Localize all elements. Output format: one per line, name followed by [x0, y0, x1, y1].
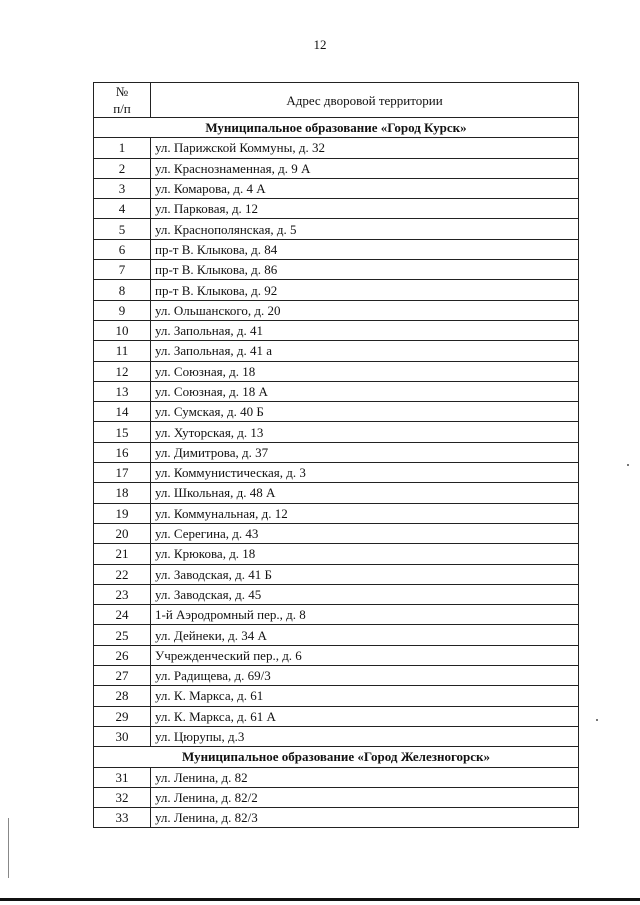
- table-row: [94, 341, 579, 361]
- table-row: [94, 280, 579, 300]
- row-number: 22: [94, 564, 151, 584]
- row-number: 16: [94, 442, 151, 462]
- row-address: ул. Краснознаменная, д. 9 А: [151, 158, 579, 178]
- row-number: 12: [94, 361, 151, 381]
- row-address: ул. Ленина, д. 82: [151, 767, 579, 787]
- section-header-row: [94, 118, 579, 138]
- table-row: [94, 239, 579, 259]
- row-number: 9: [94, 300, 151, 320]
- scan-artifact-bottom: [0, 898, 640, 901]
- table-row: [94, 483, 579, 503]
- row-address: ул. Союзная, д. 18 А: [151, 381, 579, 401]
- table-row: [94, 402, 579, 422]
- row-number: 14: [94, 402, 151, 422]
- row-number: 32: [94, 787, 151, 807]
- row-address: ул. Краснополянская, д. 5: [151, 219, 579, 239]
- table-row: [94, 544, 579, 564]
- row-address: ул. Парковая, д. 12: [151, 199, 579, 219]
- row-address: ул. Комарова, д. 4 А: [151, 178, 579, 198]
- row-address: ул. Серегина, д. 43: [151, 523, 579, 543]
- row-address: ул. Парижской Коммуны, д. 32: [151, 138, 579, 158]
- row-number: 2: [94, 158, 151, 178]
- row-address: ул. К. Маркса, д. 61 А: [151, 706, 579, 726]
- row-number: 26: [94, 645, 151, 665]
- row-address: ул. Ленина, д. 82/3: [151, 808, 579, 828]
- row-number: 29: [94, 706, 151, 726]
- row-address: ул. Школьная, д. 48 А: [151, 483, 579, 503]
- row-address: ул. Коммунистическая, д. 3: [151, 463, 579, 483]
- row-address: ул. К. Маркса, д. 61: [151, 686, 579, 706]
- row-number: 24: [94, 605, 151, 625]
- table-row: [94, 463, 579, 483]
- table-row: [94, 726, 579, 746]
- section-title: Муниципальное образование «Город Железногорск»: [94, 747, 579, 767]
- row-number: 19: [94, 503, 151, 523]
- scan-artifact-left: [8, 818, 9, 878]
- row-address: пр-т В. Клыкова, д. 86: [151, 260, 579, 280]
- row-number: 13: [94, 381, 151, 401]
- row-number: 1: [94, 138, 151, 158]
- scan-speck: [596, 719, 598, 721]
- row-number: 3: [94, 178, 151, 198]
- scan-speck: [627, 464, 629, 466]
- row-address: пр-т В. Клыкова, д. 84: [151, 239, 579, 259]
- table-row: [94, 666, 579, 686]
- row-address: 1-й Аэродромный пер., д. 8: [151, 605, 579, 625]
- table-row: [94, 584, 579, 604]
- table-row: [94, 564, 579, 584]
- row-number: 20: [94, 523, 151, 543]
- table-row: [94, 442, 579, 462]
- row-number: 17: [94, 463, 151, 483]
- table-row: [94, 260, 579, 280]
- row-number: 5: [94, 219, 151, 239]
- table-row: [94, 605, 579, 625]
- row-number: 25: [94, 625, 151, 645]
- row-address: ул. Заводская, д. 45: [151, 584, 579, 604]
- row-address: ул. Хуторская, д. 13: [151, 422, 579, 442]
- table-body: [94, 118, 579, 828]
- table-row: [94, 422, 579, 442]
- table-row: [94, 219, 579, 239]
- table-row: [94, 523, 579, 543]
- section-title: Муниципальное образование «Город Курск»: [94, 118, 579, 138]
- row-address: ул. Сумская, д. 40 Б: [151, 402, 579, 422]
- section-header-row: [94, 747, 579, 767]
- table-row: [94, 361, 579, 381]
- row-address: ул. Цюрупы, д.3: [151, 726, 579, 746]
- page-number: 12: [313, 37, 327, 52]
- table-header-row: [94, 83, 579, 118]
- row-address: пр-т В. Клыкова, д. 92: [151, 280, 579, 300]
- row-address: ул. Союзная, д. 18: [151, 361, 579, 381]
- table-row: [94, 199, 579, 219]
- table-row: [94, 808, 579, 828]
- row-number: 18: [94, 483, 151, 503]
- table-row: [94, 503, 579, 523]
- table-row: [94, 381, 579, 401]
- table-row: [94, 300, 579, 320]
- row-address: ул. Запольная, д. 41 а: [151, 341, 579, 361]
- table-row: [94, 138, 579, 158]
- row-address: ул. Запольная, д. 41: [151, 320, 579, 340]
- table-row: [94, 320, 579, 340]
- row-number: 10: [94, 320, 151, 340]
- row-number: 23: [94, 584, 151, 604]
- row-number: 31: [94, 767, 151, 787]
- address-table: [93, 82, 579, 828]
- row-number: 15: [94, 422, 151, 442]
- row-number: 4: [94, 199, 151, 219]
- row-address: ул. Заводская, д. 41 Б: [151, 564, 579, 584]
- row-number: 11: [94, 341, 151, 361]
- row-number: 33: [94, 808, 151, 828]
- row-address: Учрежденческий пер., д. 6: [151, 645, 579, 665]
- header-number-label: № п/п: [113, 84, 131, 116]
- row-address: ул. Ольшанского, д. 20: [151, 300, 579, 320]
- header-address-col: Адрес дворовой территории: [151, 83, 579, 118]
- table-row: [94, 787, 579, 807]
- header-number-col: [94, 83, 151, 118]
- row-number: 6: [94, 239, 151, 259]
- table-row: [94, 178, 579, 198]
- table-row: [94, 706, 579, 726]
- row-number: 30: [94, 726, 151, 746]
- table-row: [94, 158, 579, 178]
- table-row: [94, 645, 579, 665]
- table-row: [94, 625, 579, 645]
- row-address: ул. Димитрова, д. 37: [151, 442, 579, 462]
- row-address: ул. Ленина, д. 82/2: [151, 787, 579, 807]
- row-number: 8: [94, 280, 151, 300]
- table-row: [94, 767, 579, 787]
- table-row: [94, 686, 579, 706]
- row-address: ул. Коммунальная, д. 12: [151, 503, 579, 523]
- row-address: ул. Радищева, д. 69/3: [151, 666, 579, 686]
- row-number: 27: [94, 666, 151, 686]
- row-address: ул. Крюкова, д. 18: [151, 544, 579, 564]
- row-number: 21: [94, 544, 151, 564]
- row-address: ул. Дейнеки, д. 34 А: [151, 625, 579, 645]
- row-number: 7: [94, 260, 151, 280]
- row-number: 28: [94, 686, 151, 706]
